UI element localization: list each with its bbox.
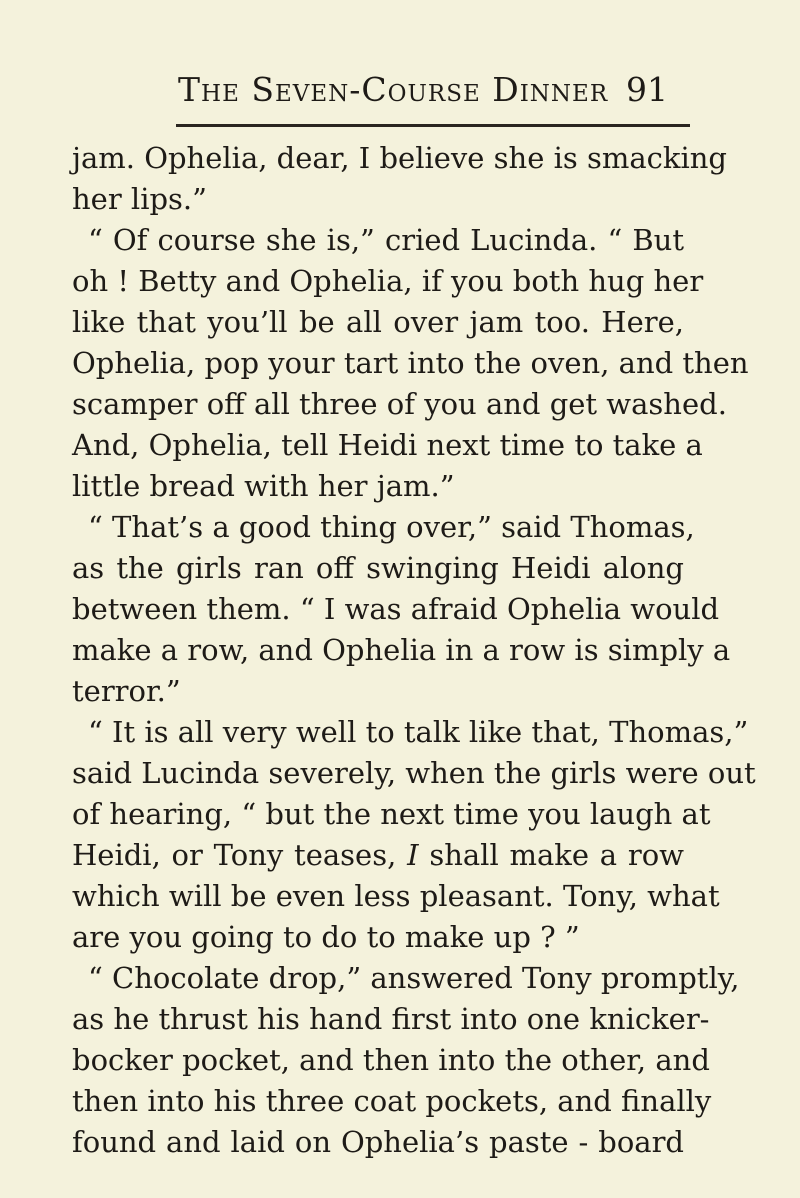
page-number: 91 [626,70,668,109]
text-line: make a row, and Ophelia in a row is simply a [72,633,731,667]
text-line: like that you’ll be all over jam too. Here, [72,305,684,339]
text-line: Ophelia, pop your tart into the oven, and then [72,346,749,380]
text-segment: shall make a row [429,838,685,872]
text-line: as he thrust his hand first into one knicker- [72,1002,710,1036]
text-line: “ That’s a good thing over,” said Thomas, [88,510,695,544]
text-line: which will be even less pleasant. Tony, what [72,879,720,913]
text-segment: Heidi, or Tony teases, [72,838,397,872]
running-head-title: The Seven-Course Dinner [178,70,609,109]
text-line: her lips.” [72,182,207,216]
header-rule [176,124,690,127]
text-line: oh ! Betty and Ophelia, if you both hug her [72,264,704,298]
body-text [72,138,756,1163]
text-line: “ It is all very well to talk like that, Thomas,” [88,715,749,749]
text-line [72,835,684,876]
text-line: between them. “ I was afraid Ophelia would [72,592,720,626]
text-line: then into his three coat pockets, and finally [72,1084,712,1118]
text-line: “ Chocolate drop,” answered Tony promptly, [88,961,740,995]
text-line: And, Ophelia, tell Heidi next time to take a [72,428,703,462]
text-line: terror.” [72,674,181,708]
text-line: jam. Ophelia, dear, I believe she is smacking [72,141,727,175]
text-line: of hearing, “ but the next time you laugh at [72,797,711,831]
text-line: little bread with her jam.” [72,469,455,503]
italic-pronoun: I [407,838,419,872]
text-line: found and laid on Ophelia’s paste - board [72,1125,684,1159]
text-line: bocker pocket, and then into the other, and [72,1043,710,1077]
text-line: are you going to do to make up ? ” [72,920,580,954]
text-line: scamper off all three of you and get washed. [72,387,727,421]
text-line: said Lucinda severely, when the girls were out [72,756,756,790]
text-line: as the girls ran off swinging Heidi along [72,551,684,585]
text-line: “ Of course she is,” cried Lucinda. “ But [88,223,684,257]
